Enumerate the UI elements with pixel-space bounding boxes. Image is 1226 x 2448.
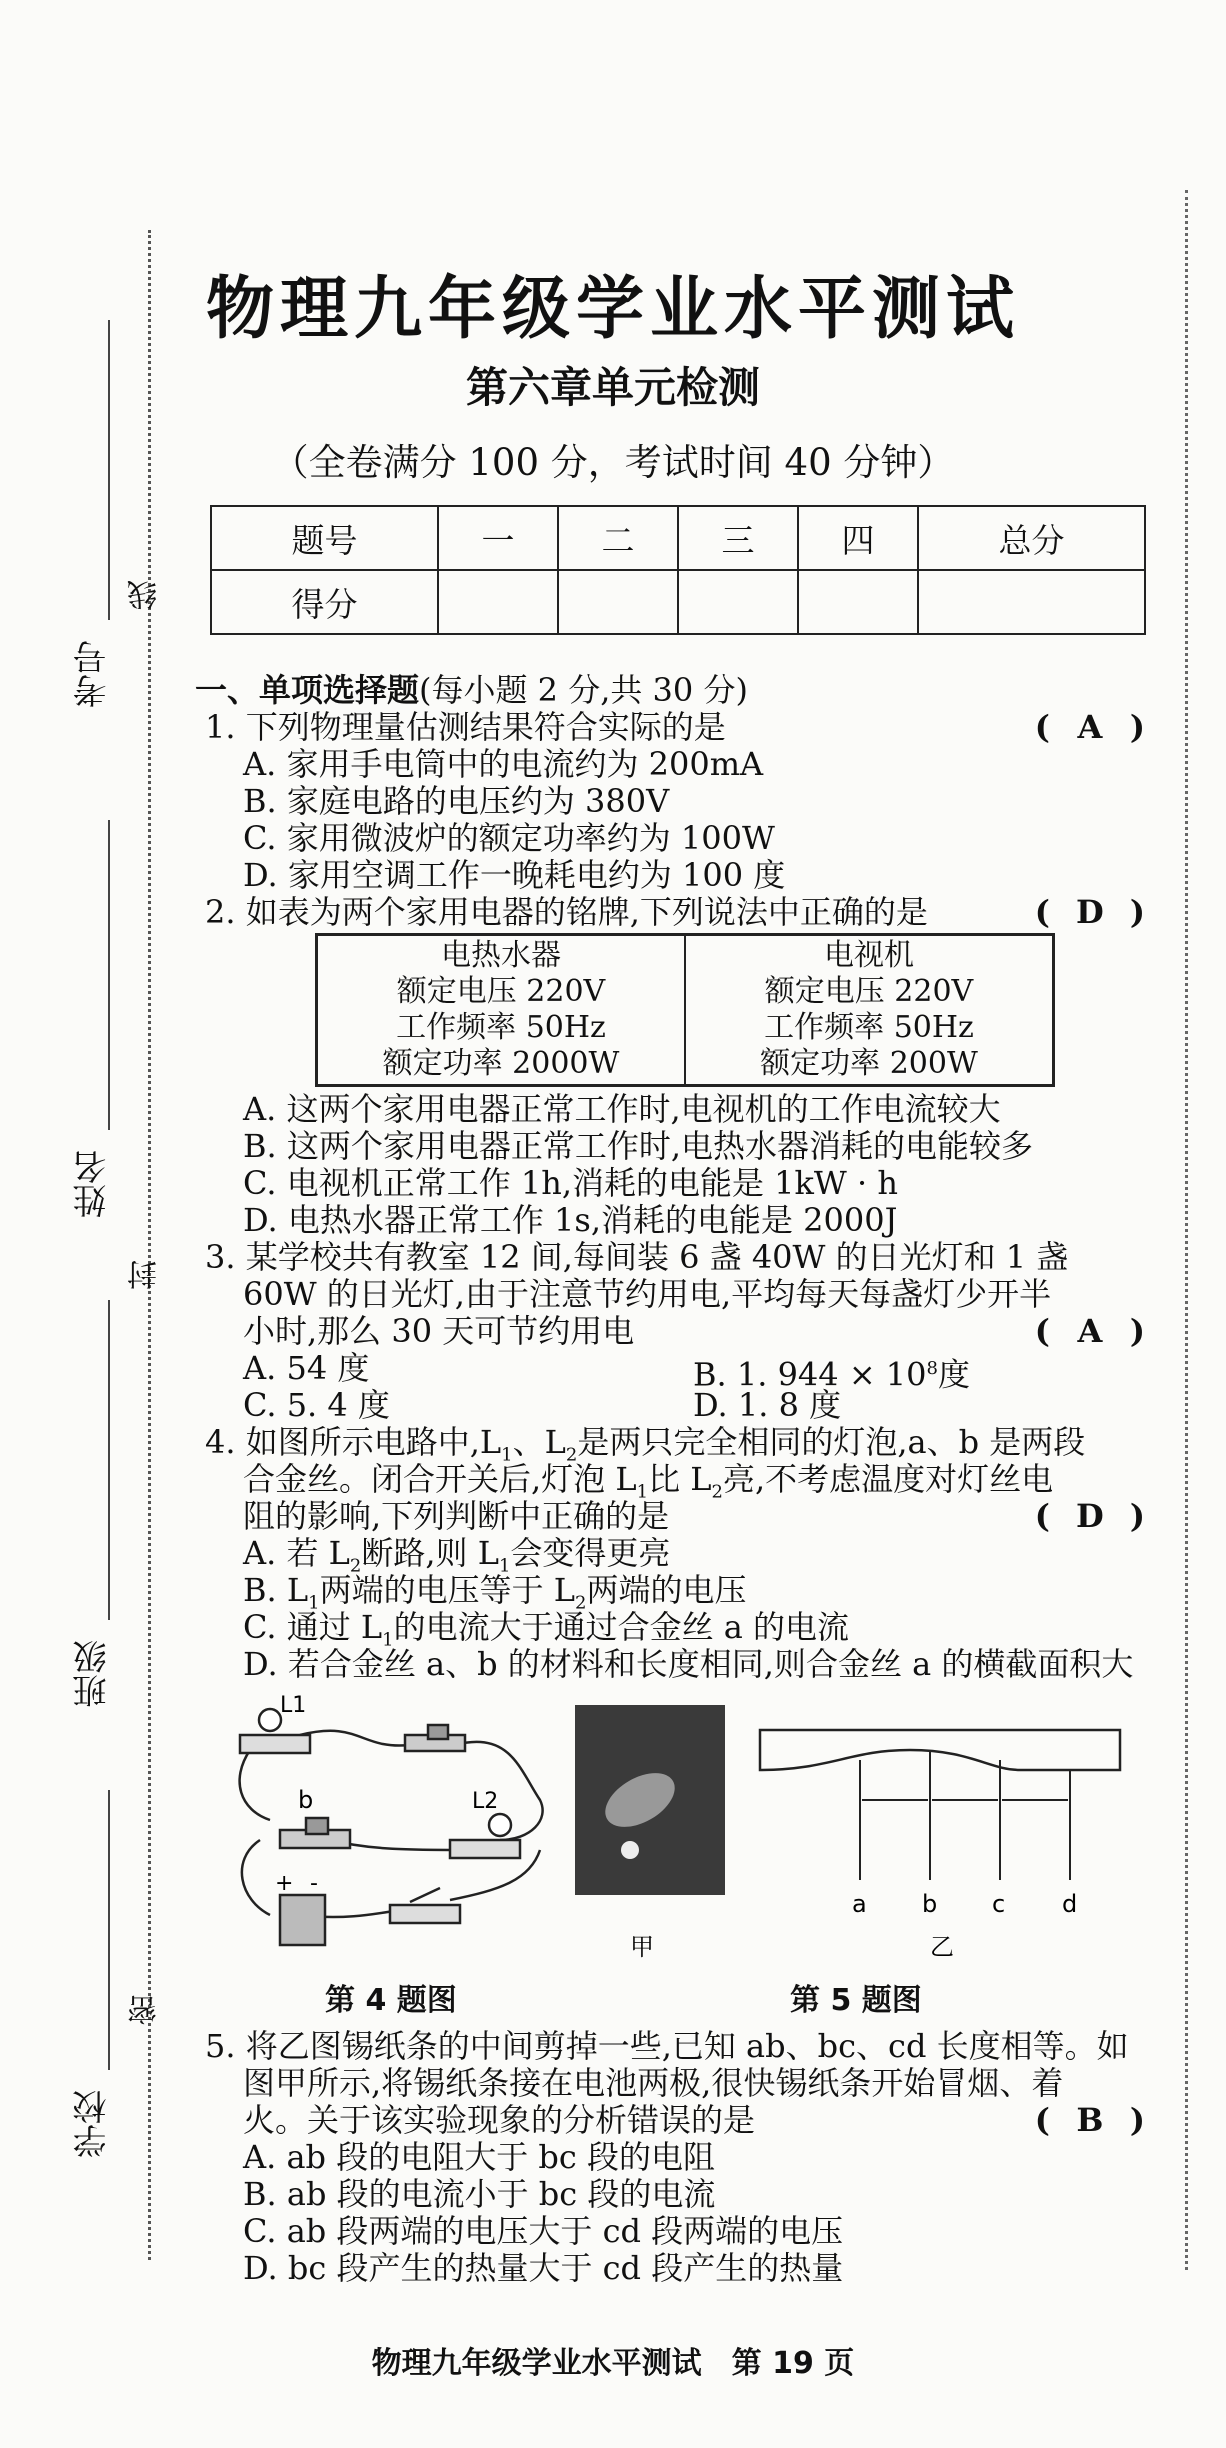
label-c: c xyxy=(992,1890,1006,1918)
nameplate-cell: 工作频率 50Hz xyxy=(764,1010,974,1045)
page-title: 物理九年级学业水平测试 xyxy=(205,270,1020,349)
option-text: 度 xyxy=(937,1355,970,1394)
question-text: 小时,那么 30 天可节约用电 xyxy=(243,1312,635,1350)
label-a: a xyxy=(852,1890,867,1918)
text: 比 L xyxy=(648,1460,712,1498)
text: 4. 如图所示电路中,L xyxy=(205,1423,502,1461)
seal-word-secret: 密 xyxy=(128,1995,163,2025)
subscript: 2 xyxy=(575,1592,587,1614)
score-header-cell: 二 xyxy=(558,506,678,570)
text: 两端的电压等于 L xyxy=(319,1571,575,1609)
section-heading xyxy=(195,672,1145,709)
text: 是两只完全相同的灯泡,a、b 是两段 xyxy=(577,1423,1086,1461)
question-5 xyxy=(205,2028,1145,2287)
score-header-cell: 一 xyxy=(438,506,558,570)
subscript: 1 xyxy=(636,1481,649,1503)
nameplate-cell: 电热水器 xyxy=(441,938,561,973)
question-text: 1. 下列物理量估测结果符合实际的是 xyxy=(205,708,726,746)
option: D. 电热水器正常工作 1s,消耗的电能是 2000J xyxy=(243,1201,898,1239)
answer-value: A xyxy=(1077,708,1103,746)
text: A. 若 L xyxy=(243,1534,350,1572)
questions xyxy=(195,671,1145,1683)
nameplate-cell: 额定电压 220V xyxy=(396,974,606,1009)
option: D. 若合金丝 a、b 的材料和长度相同,则合金丝 a 的横截面积大 xyxy=(243,1645,1134,1683)
score-header-cell: 三 xyxy=(678,506,798,570)
subscript: 1 xyxy=(501,1444,513,1466)
text: 的电流大于通过合金丝 a 的电流 xyxy=(393,1608,850,1646)
score-table xyxy=(210,505,1146,635)
nameplate-water-heater xyxy=(317,935,686,1086)
answer-bracket: ( A ) xyxy=(1034,708,1145,746)
class-label: 班级 xyxy=(73,1640,113,1708)
circuit-diagram xyxy=(240,1709,543,1945)
school-label: 学校 xyxy=(73,2090,113,2158)
subscript: 1 xyxy=(498,1555,511,1577)
page-footer: 物理九年级学业水平测试 第 19 页 xyxy=(371,2346,855,2381)
subscript: 2 xyxy=(711,1481,723,1503)
fig4-caption: 第 4 题图 xyxy=(325,1983,457,2018)
answer-bracket: ( D ) xyxy=(1034,893,1145,931)
text: 断路,则 L xyxy=(361,1534,499,1572)
label-plus: + xyxy=(275,1871,294,1896)
option xyxy=(205,1571,1145,1614)
option: B. 这两个家用电器正常工作时,电热水器消耗的电能较多 xyxy=(243,1127,1034,1165)
option xyxy=(205,1534,1145,1577)
label-jia: 甲 xyxy=(630,1933,654,1961)
nameplate-cell: 额定功率 200W xyxy=(760,1046,978,1081)
text: B. L xyxy=(243,1571,309,1609)
school-field[interactable] xyxy=(108,1790,110,2070)
option: A. 家用手电筒中的电流约为 200mA xyxy=(243,745,764,783)
figure-drawings xyxy=(210,1690,1150,2010)
option: C. 电视机正常工作 1h,消耗的电能是 1kW · h xyxy=(243,1164,898,1202)
option: A. ab 段的电阻大于 bc 段的电阻 xyxy=(243,2138,715,2176)
score-header-cell: 四 xyxy=(798,506,918,570)
text: 亮,不考虑温度对灯丝电 xyxy=(722,1460,1054,1498)
option xyxy=(693,1350,1143,1394)
tin-strip xyxy=(760,1730,1120,1770)
nameplate-cell: 工作频率 50Hz xyxy=(396,1010,606,1045)
option: D. 家用空调工作一晚耗电约为 100 度 xyxy=(243,856,786,894)
answer-bracket: ( D ) xyxy=(1034,1497,1145,1535)
option: C. 5. 4 度 xyxy=(243,1386,390,1424)
name-label: 姓名 xyxy=(73,1150,113,1218)
score-cell[interactable] xyxy=(798,570,918,634)
option-text: B. 1. 944 × 10 xyxy=(693,1355,927,1394)
figures-area xyxy=(210,1690,1150,2018)
option: C. 家用微波炉的额定功率约为 100W xyxy=(243,819,775,857)
text: C. 通过 L xyxy=(243,1608,383,1646)
answer-value: A xyxy=(1077,1312,1103,1350)
answer-bracket: ( A ) xyxy=(1034,1312,1145,1350)
question-3-stem: 3. 某学校共有教室 12 间,每间装 6 盏 40W 的日光灯和 1 盏 xyxy=(205,1238,1069,1276)
subscript: 2 xyxy=(565,1444,578,1466)
score-cell[interactable] xyxy=(678,570,798,634)
option: D. bc 段产生的热量大于 cd 段产生的热量 xyxy=(243,2249,844,2287)
section-note: (每小题 2 分,共 30 分) xyxy=(419,671,748,709)
subscript: 2 xyxy=(349,1555,362,1577)
text: 、L xyxy=(512,1423,566,1461)
question-4-stem xyxy=(205,1498,1145,1535)
text: 会变得更亮 xyxy=(510,1534,671,1572)
question-4-stem xyxy=(205,1460,1145,1503)
cut-line-right xyxy=(1185,190,1188,2270)
page-subtitle: 第六章单元检测 xyxy=(465,363,760,412)
score-cell[interactable] xyxy=(918,570,1145,634)
option: B. 家庭电路的电压约为 380V xyxy=(243,782,670,820)
question-5-stem xyxy=(205,2102,1145,2139)
question-3-stem: 60W 的日光灯,由于注意节约用电,平均每天每盏灯少开半 xyxy=(243,1275,1052,1313)
score-header-cell: 题号 xyxy=(211,506,438,570)
question-2-stem xyxy=(205,894,1145,931)
answer-bracket: ( B ) xyxy=(1034,2101,1145,2139)
option: B. ab 段的电流小于 bc 段的电流 xyxy=(243,2175,716,2213)
question-text: 火。关于该实验现象的分析错误的是 xyxy=(243,2101,756,2139)
label-d: d xyxy=(1062,1890,1078,1918)
answer-value: D xyxy=(1075,893,1104,931)
nameplate-cell: 电视机 xyxy=(824,938,914,973)
label-yi: 乙 xyxy=(930,1933,954,1961)
text: 两端的电压 xyxy=(586,1571,747,1609)
answer-value: D xyxy=(1075,1497,1104,1535)
question-4-stem xyxy=(205,1423,1145,1466)
score-table-header-row xyxy=(211,506,1145,570)
nameplate-cell: 额定功率 2000W xyxy=(382,1046,620,1081)
text: 合金丝。闭合开关后,灯泡 L xyxy=(243,1460,637,1498)
question-5-stem: 5. 将乙图锡纸条的中间剪掉一些,已知 ab、bc、cd 长度相等。如 xyxy=(205,2027,1129,2065)
subscript: 1 xyxy=(382,1629,394,1651)
nameplate-table xyxy=(315,933,1055,1087)
score-header-cell: 总分 xyxy=(918,506,1145,570)
score-table-score-row xyxy=(211,570,1145,634)
label-L1: L1 xyxy=(280,1693,307,1718)
question-3-stem xyxy=(205,1313,1145,1350)
exam-note: （全卷满分 100 分，考试时间 40 分钟） xyxy=(271,441,955,484)
options-row xyxy=(205,1387,1145,1424)
question-text: 2. 如表为两个家用电器的铭牌,下列说法中正确的是 xyxy=(205,893,928,931)
label-minus: - xyxy=(310,1871,318,1896)
option: D. 1. 8 度 xyxy=(693,1386,842,1424)
nameplate-tv xyxy=(685,935,1054,1086)
subscript: 1 xyxy=(308,1592,320,1614)
seal-word-line: 线 xyxy=(128,580,163,610)
question-1-stem xyxy=(205,709,1145,746)
label-b5: b xyxy=(922,1890,938,1918)
fig5-caption: 第 5 题图 xyxy=(790,1983,922,2018)
score-row-label: 得分 xyxy=(211,570,438,634)
name-field[interactable] xyxy=(108,820,110,1130)
option: A. 54 度 xyxy=(243,1349,370,1387)
answer-value: B xyxy=(1076,2101,1104,2139)
option: A. 这两个家用电器正常工作时,电视机的工作电流较大 xyxy=(243,1090,1001,1128)
seal-word-seal: 封 xyxy=(128,1260,163,1290)
options-row xyxy=(205,1349,1145,1394)
option xyxy=(205,1608,1145,1651)
score-cell[interactable] xyxy=(438,570,558,634)
section-title: 一、单项选择题 xyxy=(195,671,420,709)
exam-number-label: 考号 xyxy=(73,640,113,708)
exponent: 8 xyxy=(926,1358,938,1379)
score-cell[interactable] xyxy=(558,570,678,634)
question-text: 阻的影响,下列判断中正确的是 xyxy=(243,1497,670,1535)
question-5-stem: 图甲所示,将锡纸条接在电池两极,很快锡纸条开始冒烟、着 xyxy=(243,2064,1064,2102)
class-field[interactable] xyxy=(108,1300,110,1620)
label-b: b xyxy=(298,1786,314,1814)
cut-line-left xyxy=(148,230,151,2260)
option: C. ab 段两端的电压大于 cd 段两端的电压 xyxy=(243,2212,844,2250)
nameplate-cell: 额定电压 220V xyxy=(764,974,974,1009)
label-L2: L2 xyxy=(472,1789,499,1814)
